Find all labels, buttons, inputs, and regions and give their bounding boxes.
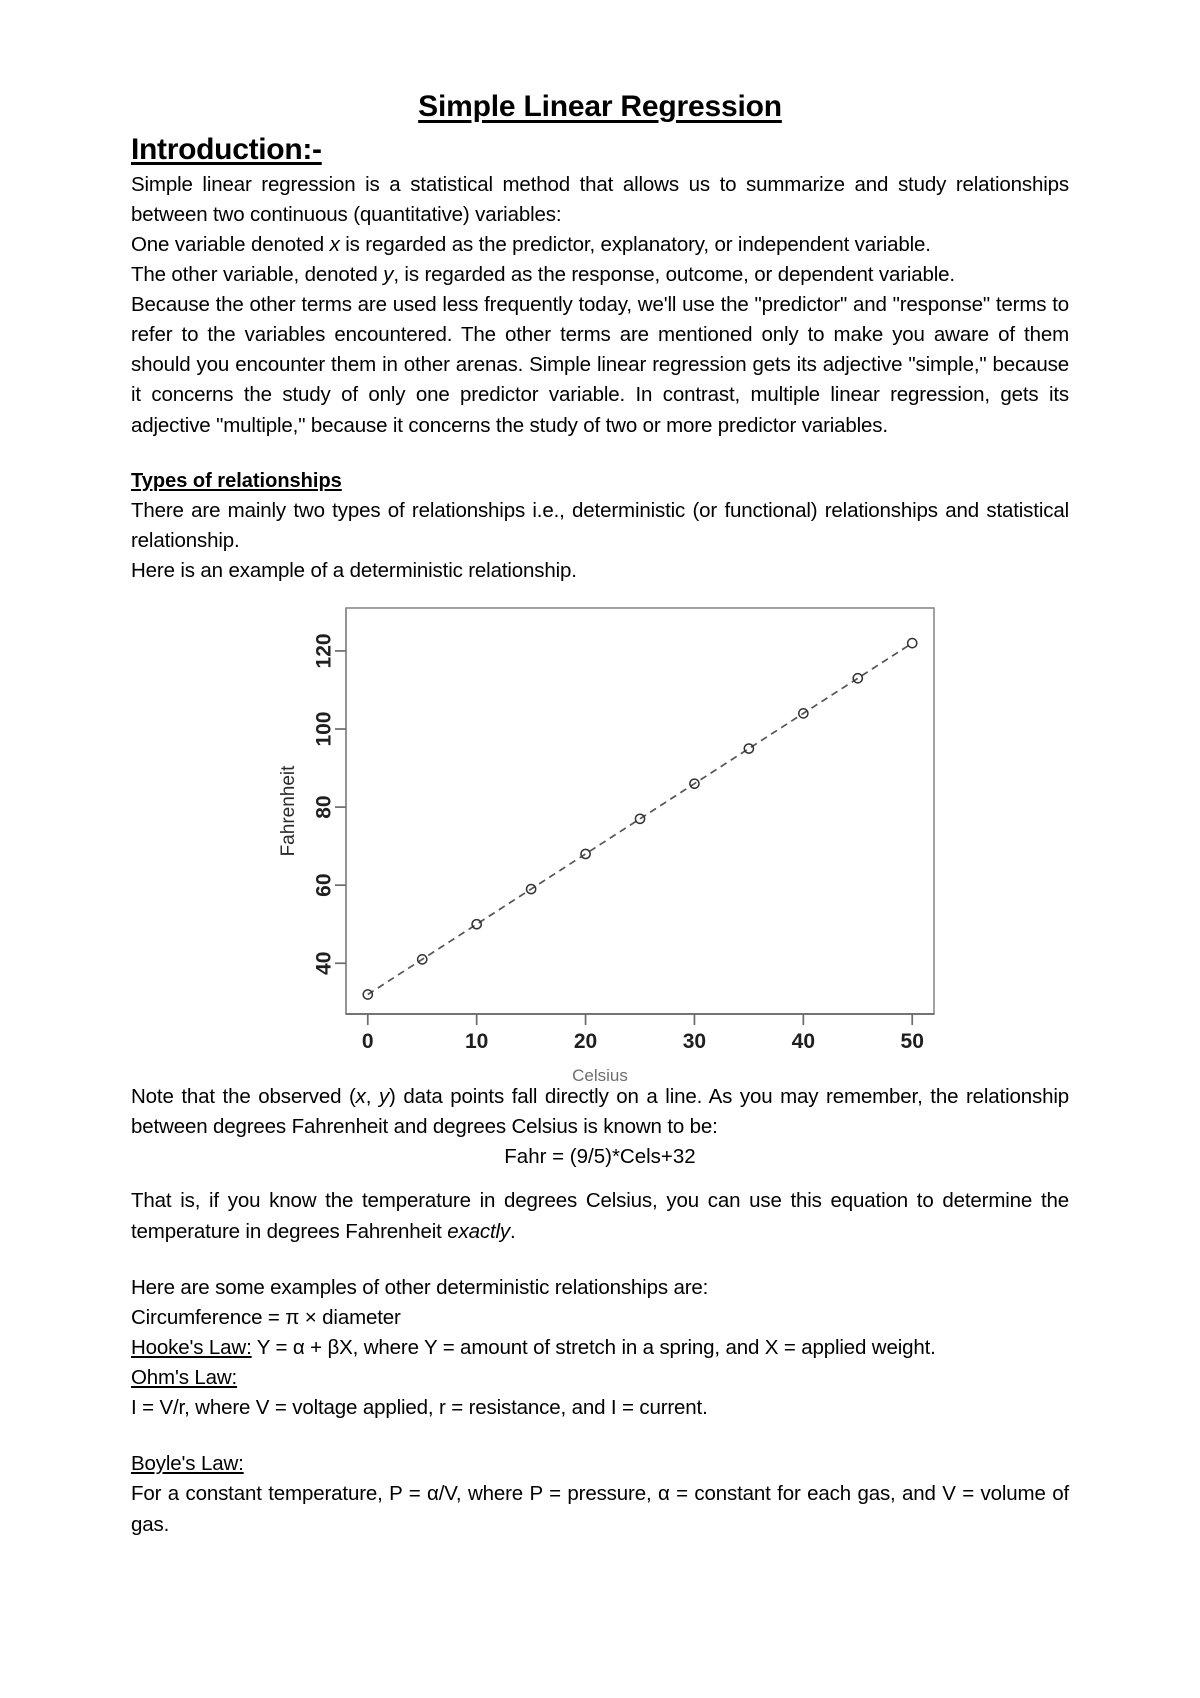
y-tick-label: 60 (312, 873, 336, 897)
ohms-law-label-line (131, 1363, 1069, 1393)
y-tick-label: 100 (312, 711, 336, 747)
conversion-formula: Fahr = (9/5)*Cels+32 (504, 1145, 696, 1169)
boyles-law-label-line (131, 1449, 1069, 1479)
boyles-law-label: Boyle's Law: (131, 1452, 244, 1476)
types-paragraph: There are mainly two types of relationships i.e., deterministic (or functional) relationships and statistical relationship. (131, 498, 1069, 552)
data-point (744, 744, 753, 753)
spacer (131, 441, 1069, 467)
x-tick-label: 50 (900, 1030, 924, 1053)
y-axis-tick-labels (313, 633, 336, 975)
celsius-fahrenheit-plot (260, 602, 940, 1085)
hookes-law-label: Hooke's Law: (131, 1335, 252, 1359)
x-tick-label: 10 (464, 1030, 489, 1053)
y-axis-ticks (335, 651, 346, 963)
examples-intro: Here are some examples of other deterministic relationships are: (131, 1275, 709, 1299)
hookes-law-line (131, 1333, 1069, 1363)
emphasis-exactly: exactly (447, 1219, 511, 1243)
circumference-relation: Circumference = π × diameter (131, 1305, 401, 1329)
y-tick-label: 80 (312, 795, 336, 819)
equation-explanation-start: That is, if you know the temperature in degrees Celsius, you can use this equation to determine the temperature in degrees Fahrenheit (131, 1189, 1069, 1243)
y-tick-label: 40 (312, 951, 336, 975)
note-paragraph (131, 1082, 1069, 1142)
variable-y-note: y (378, 1085, 390, 1108)
page-title: Simple Linear Regression (418, 90, 782, 123)
intro-paragraph-3 (131, 260, 1069, 290)
deterministic-example-lead: Here is an example of a deterministic relationship. (131, 558, 577, 582)
intro-paragraph-4: Because the other terms are used less frequently today, we'll use the "predictor" and "response" terms to refer to the variables encountered. The other terms are mentioned only to make you aware of them should you encounter them in other arenas. Simple linear regression gets its adjective "simple," because it concerns the study of only one predictor variable. In contrast, multiple linear regression, gets its adjective "multiple," because it concerns the study of two or more predictor variables. (131, 293, 1069, 437)
predictor-sentence-end: is regarded as the predictor, explanatory, or independent variable. (339, 232, 931, 256)
hookes-law-text: Y = α + βX, where Y = amount of stretch in a spring, and X = applied weight. (251, 1335, 936, 1359)
variable-x: x (329, 232, 340, 256)
plot-svg (260, 602, 940, 1072)
note-start: Note that the observed ( (131, 1085, 356, 1108)
x-tick-label: 0 (361, 1030, 374, 1053)
x-tick-label: 30 (682, 1030, 707, 1053)
intro-paragraph-1 (131, 170, 1069, 230)
data-point (908, 639, 917, 648)
data-points (363, 639, 917, 1000)
note-end: ) data points fall directly on a line. As you may remember, the relationship between degrees Fahrenheit and degrees Celsius is known to be: (131, 1085, 1069, 1139)
intro-paragraph-1-text: Simple linear regression is a statistical method that allows us to summarize and study relationships between two continuous (quantitative) variables: (131, 172, 1069, 226)
boyles-law-text-line: For a constant temperature, P = α/V, where P = pressure, α = constant for each gas, and V = volume of gas. (131, 1482, 1069, 1536)
x-axis-tick-labels (362, 1030, 924, 1053)
equation-explanation (131, 1186, 1069, 1246)
deterministic-relationship-figure (131, 602, 1069, 1085)
x-tick-label: 40 (791, 1030, 816, 1053)
x-tick-label: 20 (573, 1030, 598, 1053)
data-line (368, 643, 912, 994)
y-axis-title: Fahrenheit (278, 765, 299, 857)
spacer (131, 1247, 1069, 1273)
note-comma: , (365, 1085, 379, 1108)
x-axis-ticks (368, 1014, 912, 1025)
plot-border (346, 608, 934, 1014)
response-sentence-end: , is regarded as the response, outcome, or dependent variable. (393, 262, 955, 286)
spacer (131, 1423, 1069, 1449)
data-point (472, 920, 481, 929)
data-point (581, 849, 590, 858)
introduction-heading: Introduction:- (131, 132, 322, 166)
data-point (853, 674, 862, 683)
response-sentence-start: The other variable, denoted (131, 262, 384, 286)
ohms-law-text-line: I = V/r, where V = voltage applied, r = resistance, and I = current. (131, 1396, 708, 1420)
spacer (131, 1172, 1069, 1186)
y-tick-label: 120 (312, 633, 336, 669)
predictor-sentence-start: One variable denoted (131, 232, 330, 256)
ohms-law-label: Ohm's Law: (131, 1366, 238, 1389)
variable-y: y (383, 262, 394, 286)
variable-x-note: x (355, 1085, 366, 1108)
equation-explanation-end: . (510, 1219, 516, 1243)
intro-paragraph-2 (131, 230, 1069, 260)
types-of-relationships-heading: Types of relationships (131, 469, 342, 492)
data-point (635, 814, 644, 823)
x-axis-title: Celsius (572, 1066, 628, 1085)
